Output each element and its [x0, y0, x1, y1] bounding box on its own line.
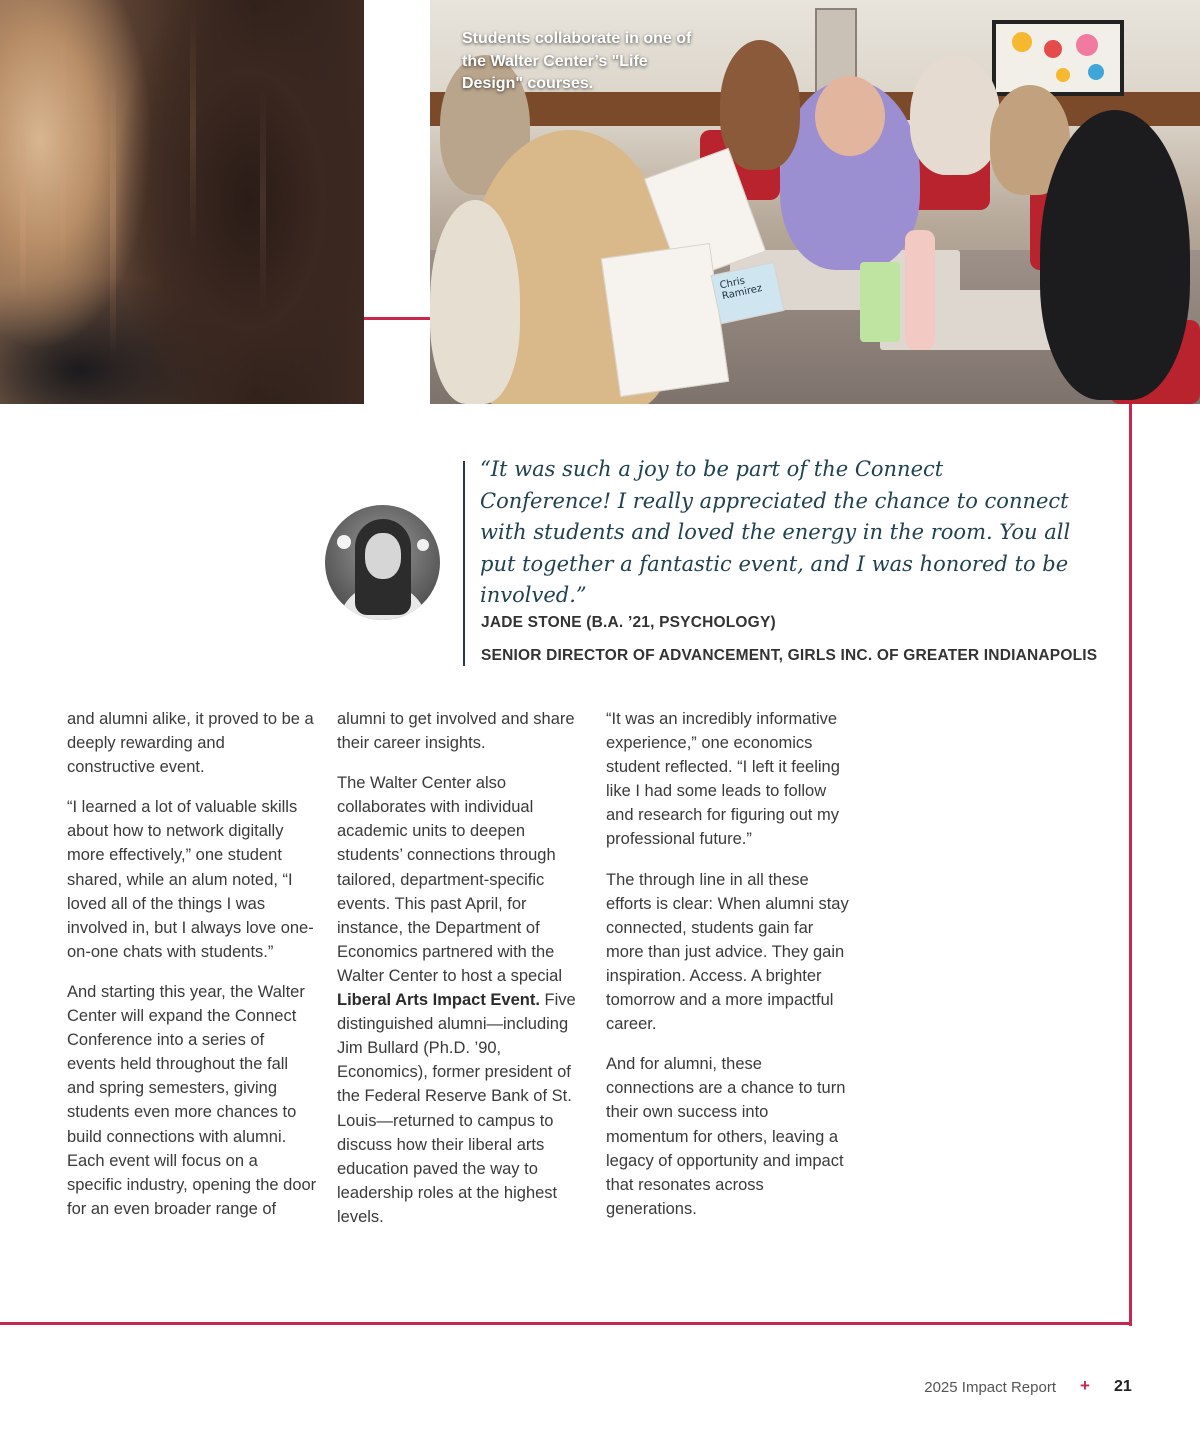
accent-line-top: [364, 317, 430, 320]
paragraph-text: Five distinguished alumni—including Jim Bullard (Ph.D. ’90, Economics), former president of the Federal Reserve Bank of St. Louis—returned to campus to discuss how their liberal arts education paved the way to leadership roles at the highest levels.: [337, 991, 576, 1226]
paragraph: And starting this year, the Walter Center will expand the Connect Conference into a series of events held throughout the fall and spring semesters, giving students even more chances to build connections with alumni. Each event will focus on a specific industry, opening the door for an even broader range of: [67, 982, 317, 1218]
quote-rule: [463, 461, 465, 666]
text-column-1: [67, 707, 317, 1237]
accent-line-right: [1129, 404, 1132, 1326]
paragraph: alumni to get involved and share their career insights.: [337, 710, 575, 753]
quote-attribution-name: JADE STONE (B.A. ’21, PSYCHOLOGY): [481, 614, 776, 631]
report-label: 2025 Impact Report: [924, 1379, 1056, 1396]
event-name-bold: Liberal Arts Impact Event.: [337, 991, 540, 1010]
jade-stone-avatar: [325, 505, 440, 620]
paragraph-text: The Walter Center also collaborates with individual academic units to deepen students’ connections through tailored, department-specific events. This past April, for instance, the Department of Economics partnered with the Walter Center to host a special: [337, 774, 562, 985]
pull-quote: “It was such a joy to be part of the Connect Conference! I really appreciated the chance to connect with students and loved the energy in the room. You all put together a fantastic event, and I was honored to be involved.”: [480, 457, 1071, 607]
paragraph: “It was an incredibly informative experience,” one economics student reflected. “I left it feeling like I had some leads to follow and research for figuring out my professional future.”: [606, 710, 840, 849]
paragraph: The through line in all these efforts is clear: When alumni stay connected, students gain far more than just advice. They gain inspiration. Access. A brighter tomorrow and a more impactful career.: [606, 870, 849, 1034]
quote-attribution-title: SENIOR DIRECTOR OF ADVANCEMENT, GIRLS INC. OF GREATER INDIANAPOLIS: [481, 647, 1098, 664]
hair-photo: [0, 0, 364, 404]
page-number: 21: [1114, 1378, 1132, 1395]
name-tent: Chris Ramirez: [711, 262, 785, 324]
photo-caption: Students collaborate in one of the Walter Center’s "Life Design" courses.: [462, 30, 692, 92]
text-column-3: [606, 707, 851, 1237]
text-column-2: [337, 707, 587, 1245]
paragraph: “I learned a lot of valuable skills about how to network digitally more effectively,” one student shared, while an alum noted, “I loved all of the things I was involved in, but I always love one-on-one chats with students.”: [67, 798, 314, 961]
plus-icon: +: [1080, 1376, 1090, 1395]
classroom-screen: [992, 20, 1124, 96]
paragraph: [337, 771, 587, 1229]
paragraph: And for alumni, these connections are a chance to turn their own success into momentum for others, leaving a legacy of opportunity and impact that resonates across generations.: [606, 1055, 846, 1218]
paragraph: and alumni alike, it proved to be a deeply rewarding and constructive event.: [67, 710, 314, 777]
accent-line-bottom: [0, 1322, 1132, 1325]
